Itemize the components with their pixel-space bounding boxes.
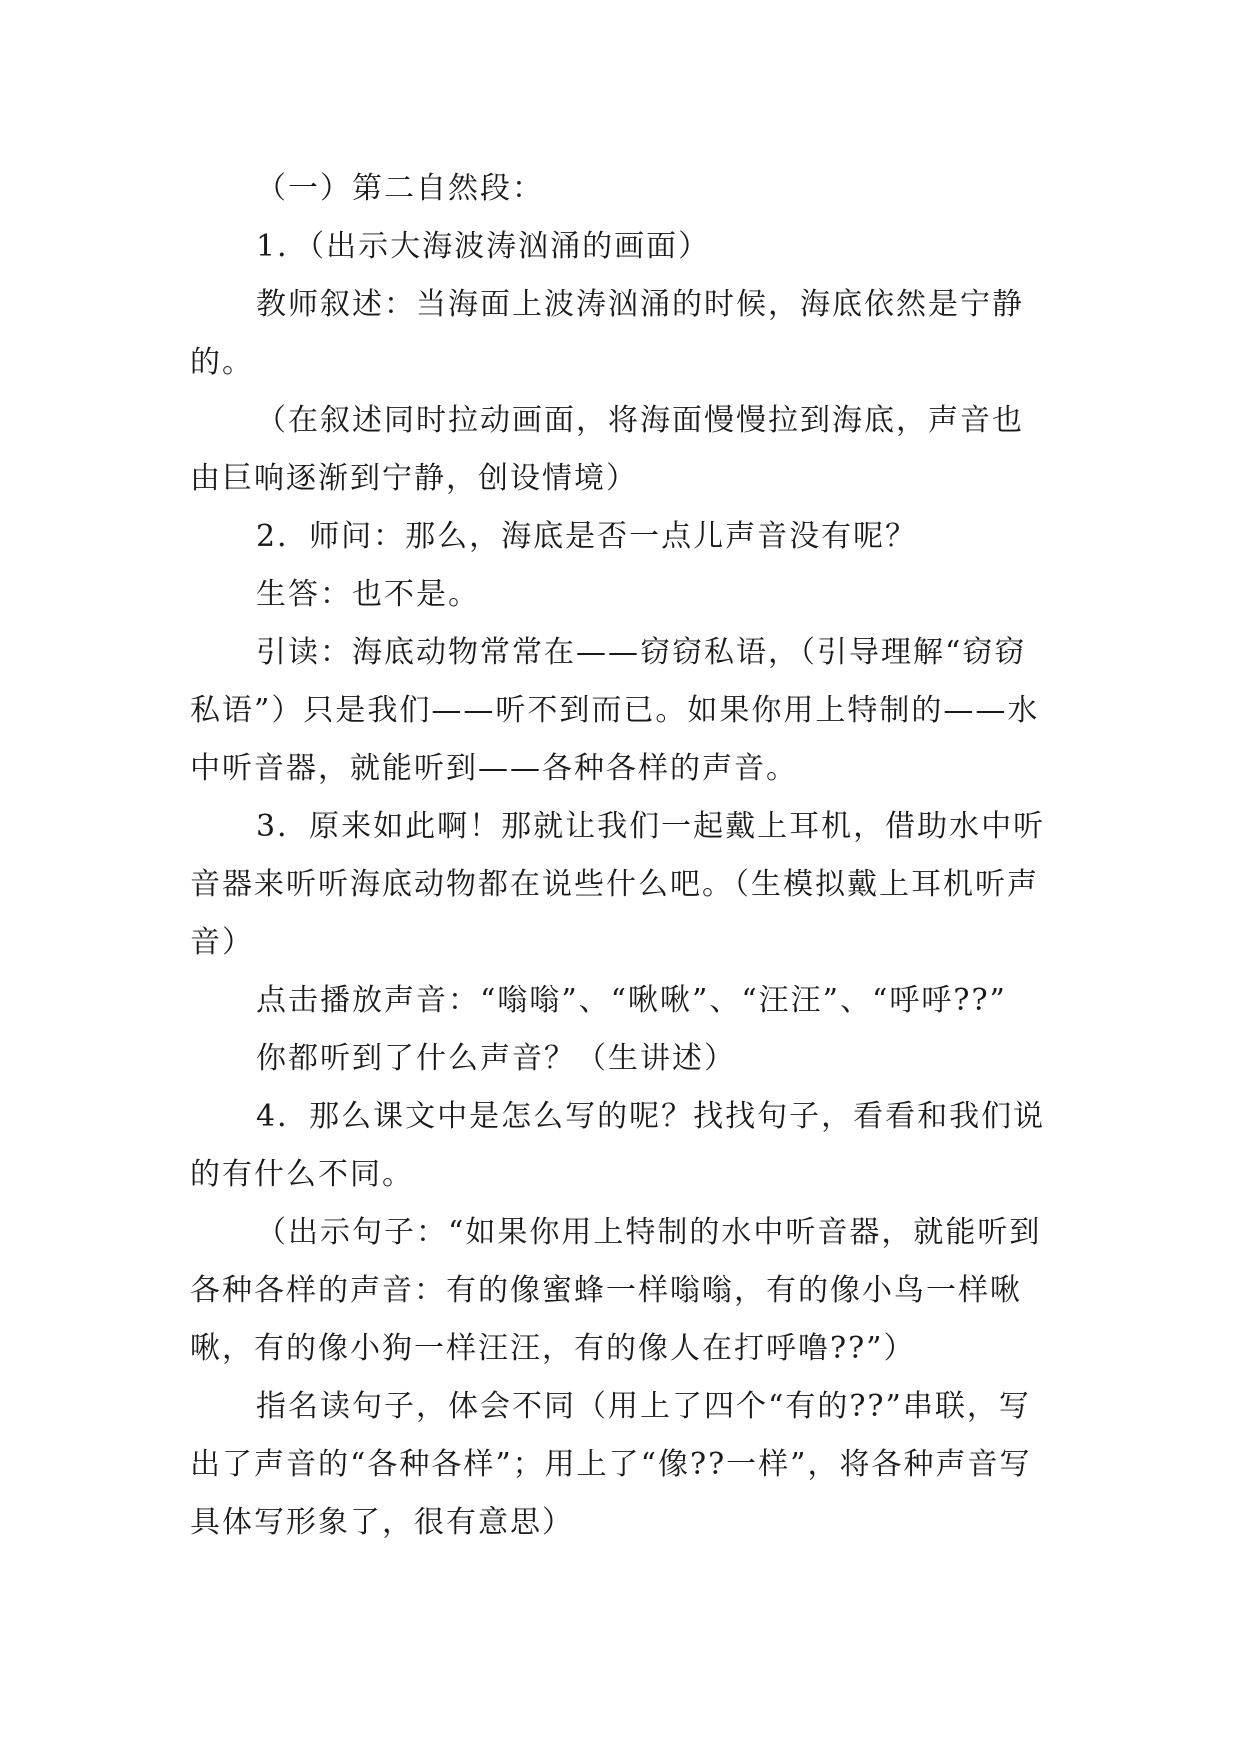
- step-2-paragraph: 2．师问：那么，海底是否一点儿声音没有呢？: [256, 519, 918, 554]
- step-1-paragraph: 1．（出示大海波涛汹涌的画面）: [256, 229, 711, 264]
- step-3-paragraph: 3．原来如此啊！那就让我们一起戴上耳机，借助水中听音器来听听海底动物都在说些什么吧。（生模拟戴上耳机听声音）: [190, 809, 1046, 960]
- teacher-narration-paragraph: 教师叙述：当海面上波涛汹涌的时候，海底依然是宁静的。: [190, 287, 1024, 380]
- play-sound-paragraph: 点击播放声音：“嗡嗡”、“啾啾”、“汪汪”、“呼呼??”: [256, 983, 1007, 1018]
- student-answer-paragraph: 生答：也不是。: [256, 577, 480, 612]
- question-paragraph: 你都听到了什么声音？（生讲述）: [256, 1041, 736, 1076]
- sentence-display-paragraph: （出示句子：“如果你用上特制的水中听音器，就能听到各种各样的声音：有的像蜜蜂一样嗡嗡，有的像小鸟一样啾啾，有的像小狗一样汪汪，有的像人在打呼噜??”）: [190, 1215, 1042, 1366]
- document-body: [190, 160, 1050, 1552]
- guided-reading-paragraph: 引读：海底动物常常在——窃窃私语，（引导理解“窃窃私语”）只是我们——听不到而已。如果你用上特制的——水中听音器，就能听到——各种各样的声音。: [190, 635, 1040, 786]
- section-heading: （一）第二自然段：: [256, 171, 544, 206]
- reading-analysis-paragraph: 指名读句子，体会不同（用上了四个“有的??”串联，写出了声音的“各种各样”；用上了“像??一样”，将各种声音写具体写形象了，很有意思）: [190, 1389, 1032, 1540]
- step-4-paragraph: 4．那么课文中是怎么写的呢？找找句子，看看和我们说的有什么不同。: [190, 1099, 1046, 1192]
- stage-note-paragraph: （在叙述同时拉动画面，将海面慢慢拉到海底，声音也由巨响逐渐到宁静，创设情境）: [190, 403, 1024, 496]
